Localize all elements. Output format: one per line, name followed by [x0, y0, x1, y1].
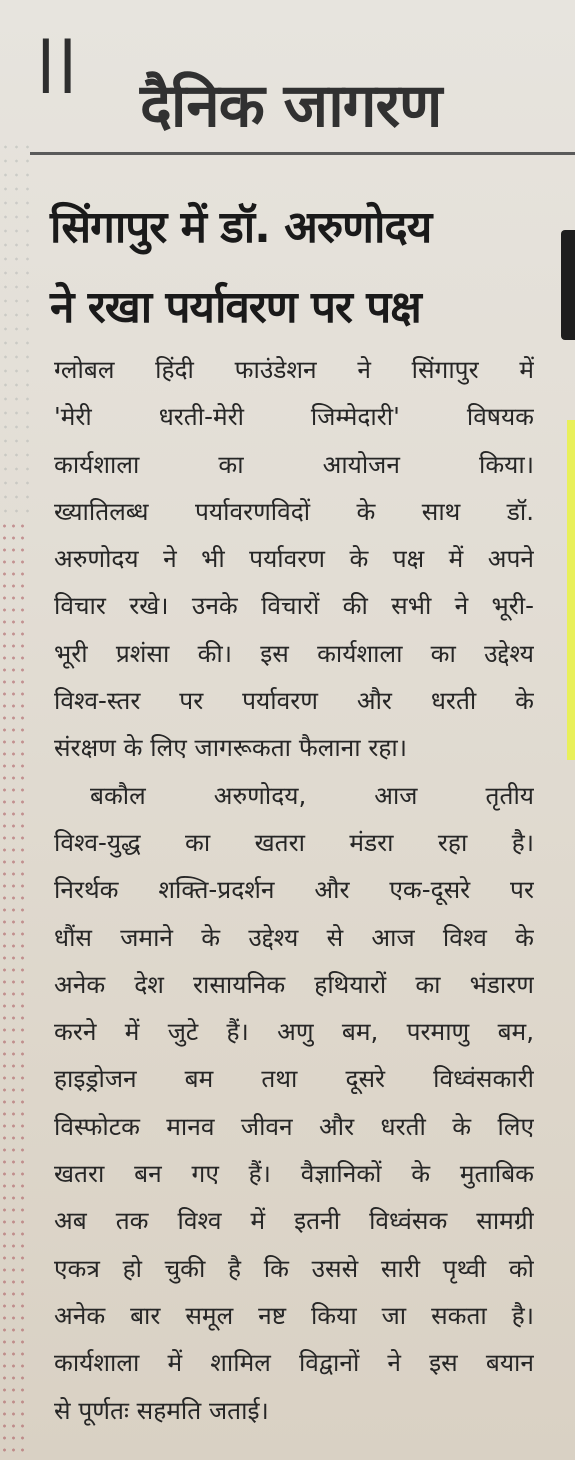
- body-line: एकत्र हो चुकी है कि उससे सारी पृथ्वी को: [54, 1253, 534, 1283]
- body-line: ख्यातिलब्ध पर्यावरणविदों के साथ डॉ.: [54, 496, 534, 526]
- body-line: करने में जुटे हैं। अणु बम, परमाणु बम,: [54, 1017, 534, 1047]
- newspaper-name: दैनिक जागरण: [140, 71, 442, 141]
- body-line: निरर्थक शक्ति-प्रदर्शन और एक-दूसरे पर: [54, 875, 534, 905]
- article-body: [54, 346, 534, 1434]
- next-column-highlight: [567, 420, 575, 760]
- body-line: अनेक देश रासायनिक हथियारों का भंडारण: [54, 969, 534, 999]
- body-line: बकौल अरुणोदय, आज तृतीय: [90, 780, 534, 810]
- masthead-rule: [30, 152, 575, 155]
- body-line: विश्व-स्तर पर पर्यावरण और धरती के: [54, 686, 534, 716]
- article-headline: [50, 188, 550, 348]
- body-line: हाइड्रोजन बम तथा दूसरे विध्वंसकारी: [54, 1064, 534, 1094]
- body-line: विचार रखे। उनके विचारों की सभी ने भूरी-: [54, 591, 534, 621]
- body-line: अनेक बार समूल नष्ट किया जा सकता है।: [54, 1300, 534, 1330]
- body-line: धौंस जमाने के उद्देश्य से आज विश्व के: [54, 922, 534, 952]
- body-line: खतरा बन गए हैं। वैज्ञानिकों के मुताबिक: [54, 1159, 534, 1189]
- masthead-bars: ||: [36, 30, 80, 93]
- body-line: से पूर्णतः सहमति जताई।: [54, 1395, 269, 1425]
- body-line: 'मेरी धरती-मेरी जिम्मेदारी' विषयक: [54, 402, 534, 432]
- body-line: ग्लोबल हिंदी फाउंडेशन ने सिंगापुर में: [54, 355, 534, 384]
- body-line: कार्यशाला में शामिल विद्वानों ने इस बयान: [54, 1348, 534, 1378]
- body-line: विस्फोटक मानव जीवन और धरती के लिए: [54, 1111, 534, 1141]
- adjacent-column-dots: [0, 520, 26, 1460]
- adjacent-column-edge: [0, 140, 30, 520]
- body-line: कार्यशाला का आयोजन किया।: [54, 449, 534, 479]
- headline-line-2: ने रखा पर्यावरण पर पक्ष: [50, 282, 421, 333]
- body-line: विश्व-युद्ध का खतरा मंडरा रहा है।: [54, 827, 534, 857]
- next-column-fragment: [561, 230, 575, 340]
- body-line: भूरी प्रशंसा की। इस कार्यशाला का उद्देश्य: [54, 638, 534, 668]
- body-line: अब तक विश्व में इतनी विध्वंसक सामग्री: [54, 1206, 534, 1236]
- headline-line-1: सिंगापुर में डॉ. अरुणोदय: [50, 202, 432, 253]
- body-line: अरुणोदय ने भी पर्यावरण के पक्ष में अपने: [54, 544, 534, 574]
- body-line: संरक्षण के लिए जागरूकता फैलाना रहा।: [54, 733, 408, 763]
